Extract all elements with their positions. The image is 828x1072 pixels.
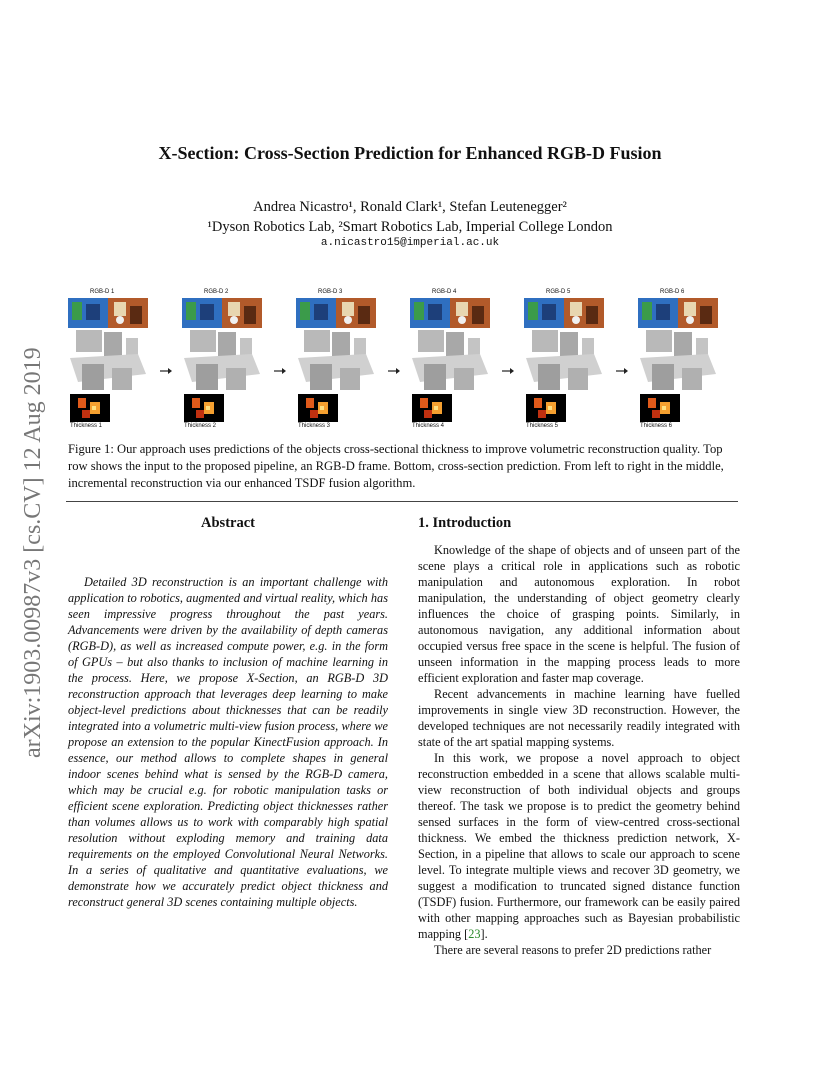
rgbd-frame-image	[182, 298, 262, 328]
left-column	[68, 515, 388, 910]
figure-1	[66, 286, 746, 432]
thickness-label: Thickness 5	[526, 423, 559, 429]
thickness-label: Thickness 3	[298, 423, 331, 429]
arxiv-stamp	[8, 270, 52, 760]
intro-paragraph-3-text: In this work, we propose a novel approach to object reconstruction embedded in a scene that allows scalable multi-view reconstruction of both individual objects and groups thereof. The task we propose is to predict the geometry behind sensed surfaces in the form of view-centred cross-sectional thickness. We embed the thickness prediction network, X-Section, in a pipeline that allows to scale our approach to scene level. To integrate multiple views and recover 3D geometry, we suggest a modification to truncated signed distance function (TSDF) fusion. Furthermore, our framework can be easily paired with other mapping approaches such as Bayesian probabilistic mapping [	[418, 751, 740, 941]
arxiv-stamp-text: arXiv:1903.00987v3 [cs.CV] 12 Aug 2019	[20, 347, 46, 758]
figure-panel	[524, 286, 604, 432]
intro-paragraph-4: There are several reasons to prefer 2D predictions rather	[434, 943, 712, 957]
figure-panel	[296, 286, 376, 432]
intro-paragraph-3-end: ].	[480, 927, 488, 941]
thickness-prediction-image	[640, 394, 680, 422]
reconstruction-mesh-image	[182, 328, 262, 396]
intro-paragraph-1: Knowledge of the shape of objects and of unseen part of the scene plays a critical role in applications such as robotic manipulation and autonomous exploration. In robot manipulation, the understanding of object geometry clearly influences the choice of grasping points. Similarly, in autonomous navigation, any additional information about occupied versus free space in the scene is helpful. The fusion of unseen information in the mapping process leads to more efficient exploration and faster map coverage.	[418, 543, 740, 685]
thickness-label: Thickness 6	[640, 423, 673, 429]
thickness-label: Thickness 4	[412, 423, 445, 429]
figure-panel	[68, 286, 148, 432]
thickness-prediction-image	[70, 394, 110, 422]
rgbd-frame-image	[296, 298, 376, 328]
intro-paragraph-2: Recent advancements in machine learning have fuelled improvements in single view 3D reconstruction. However, the developed techniques are not necessarily readily integrated with state of the art spatial mapping systems.	[418, 687, 740, 749]
author-affiliations: ¹Dyson Robotics Lab, ²Smart Robotics Lab, Imperial College London	[207, 219, 613, 235]
abstract-text: Detailed 3D reconstruction is an important challenge with application to robotics, augmented and virtual reality, which has seen impressive progress throughout the past years. Advancements were driven by the availability of depth cameras (RGB-D), as well as increased compute power, e.g. in the form of GPUs – but also thanks to inclusion of machine learning in the process. Here, we propose X-Section, an RGB-D 3D reconstruction approach that leverages deep learning to make object-level predictions about thicknesses that can be readily integrated into a volumetric multi-view fusion process, where we propose an extension to the popular KinectFusion approach. In essence, our method allows to complete shapes in general indoor scenes behind what is sensed by the RGB-D camera, which may be crucial e.g. for robotic manipulation tasks or efficient scene exploration. Predicting object thicknesses rather than volumes allows us to work with comparably high spatial resolution without exploding memory and training data requirements on the employed Convolutional Neural Networks. In a series of qualitative and quantitative evaluations, we demonstrate how we accurately predict object thickness and reconstruct general 3D scenes containing multiple objects.	[68, 575, 388, 909]
thickness-prediction-image	[298, 394, 338, 422]
thickness-prediction-image	[526, 394, 566, 422]
rgbd-frame-image	[638, 298, 718, 328]
abstract-heading: Abstract	[201, 515, 255, 531]
author-email: a.nicastro15@imperial.ac.uk	[320, 237, 500, 249]
figure-panel	[182, 286, 262, 432]
section-divider	[66, 501, 738, 502]
rgbd-frame-image	[524, 298, 604, 328]
sequence-arrow-icon	[274, 362, 286, 370]
citation-link[interactable]: 23	[468, 927, 481, 941]
introduction-heading: 1. Introduction	[418, 515, 512, 531]
thickness-label: Thickness 1	[70, 423, 103, 429]
rgbd-frame-image	[410, 298, 490, 328]
sequence-arrow-icon	[388, 362, 400, 370]
rgbd-label: RGB-D 5	[546, 289, 571, 295]
thickness-prediction-image	[412, 394, 452, 422]
reconstruction-mesh-image	[296, 328, 376, 396]
reconstruction-mesh-image	[68, 328, 148, 396]
rgbd-label: RGB-D 4	[432, 289, 457, 295]
author-block	[70, 197, 750, 237]
sequence-arrow-icon	[160, 362, 172, 370]
right-column	[418, 515, 740, 958]
paper-title: X-Section: Cross-Section Prediction for Enhanced RGB-D Fusion	[158, 143, 662, 163]
figure-panel	[410, 286, 490, 432]
sequence-arrow-icon	[616, 362, 628, 370]
thickness-label: Thickness 2	[184, 423, 217, 429]
sequence-arrow-icon	[502, 362, 514, 370]
thickness-prediction-image	[184, 394, 224, 422]
rgbd-frame-image	[68, 298, 148, 328]
figure-panel	[638, 286, 718, 432]
rgbd-label: RGB-D 3	[318, 289, 343, 295]
reconstruction-mesh-image	[638, 328, 718, 396]
rgbd-label: RGB-D 6	[660, 289, 685, 295]
rgbd-label: RGB-D 2	[204, 289, 229, 295]
rgbd-label: RGB-D 1	[90, 289, 115, 295]
reconstruction-mesh-image	[410, 328, 490, 396]
author-names: Andrea Nicastro¹, Ronald Clark¹, Stefan Leutenegger²	[253, 199, 567, 215]
reconstruction-mesh-image	[524, 328, 604, 396]
figure-caption: Figure 1: Our approach uses predictions of the objects cross-sectional thickness to improve volumetric reconstruction quality. Top row shows the input to the proposed pipeline, an RGB-D frame. Bottom, cross-section prediction. From left to right in the middle, incremental reconstruction via our enhanced TSDF fusion algorithm.	[68, 442, 724, 490]
intro-paragraph-3	[418, 750, 740, 942]
